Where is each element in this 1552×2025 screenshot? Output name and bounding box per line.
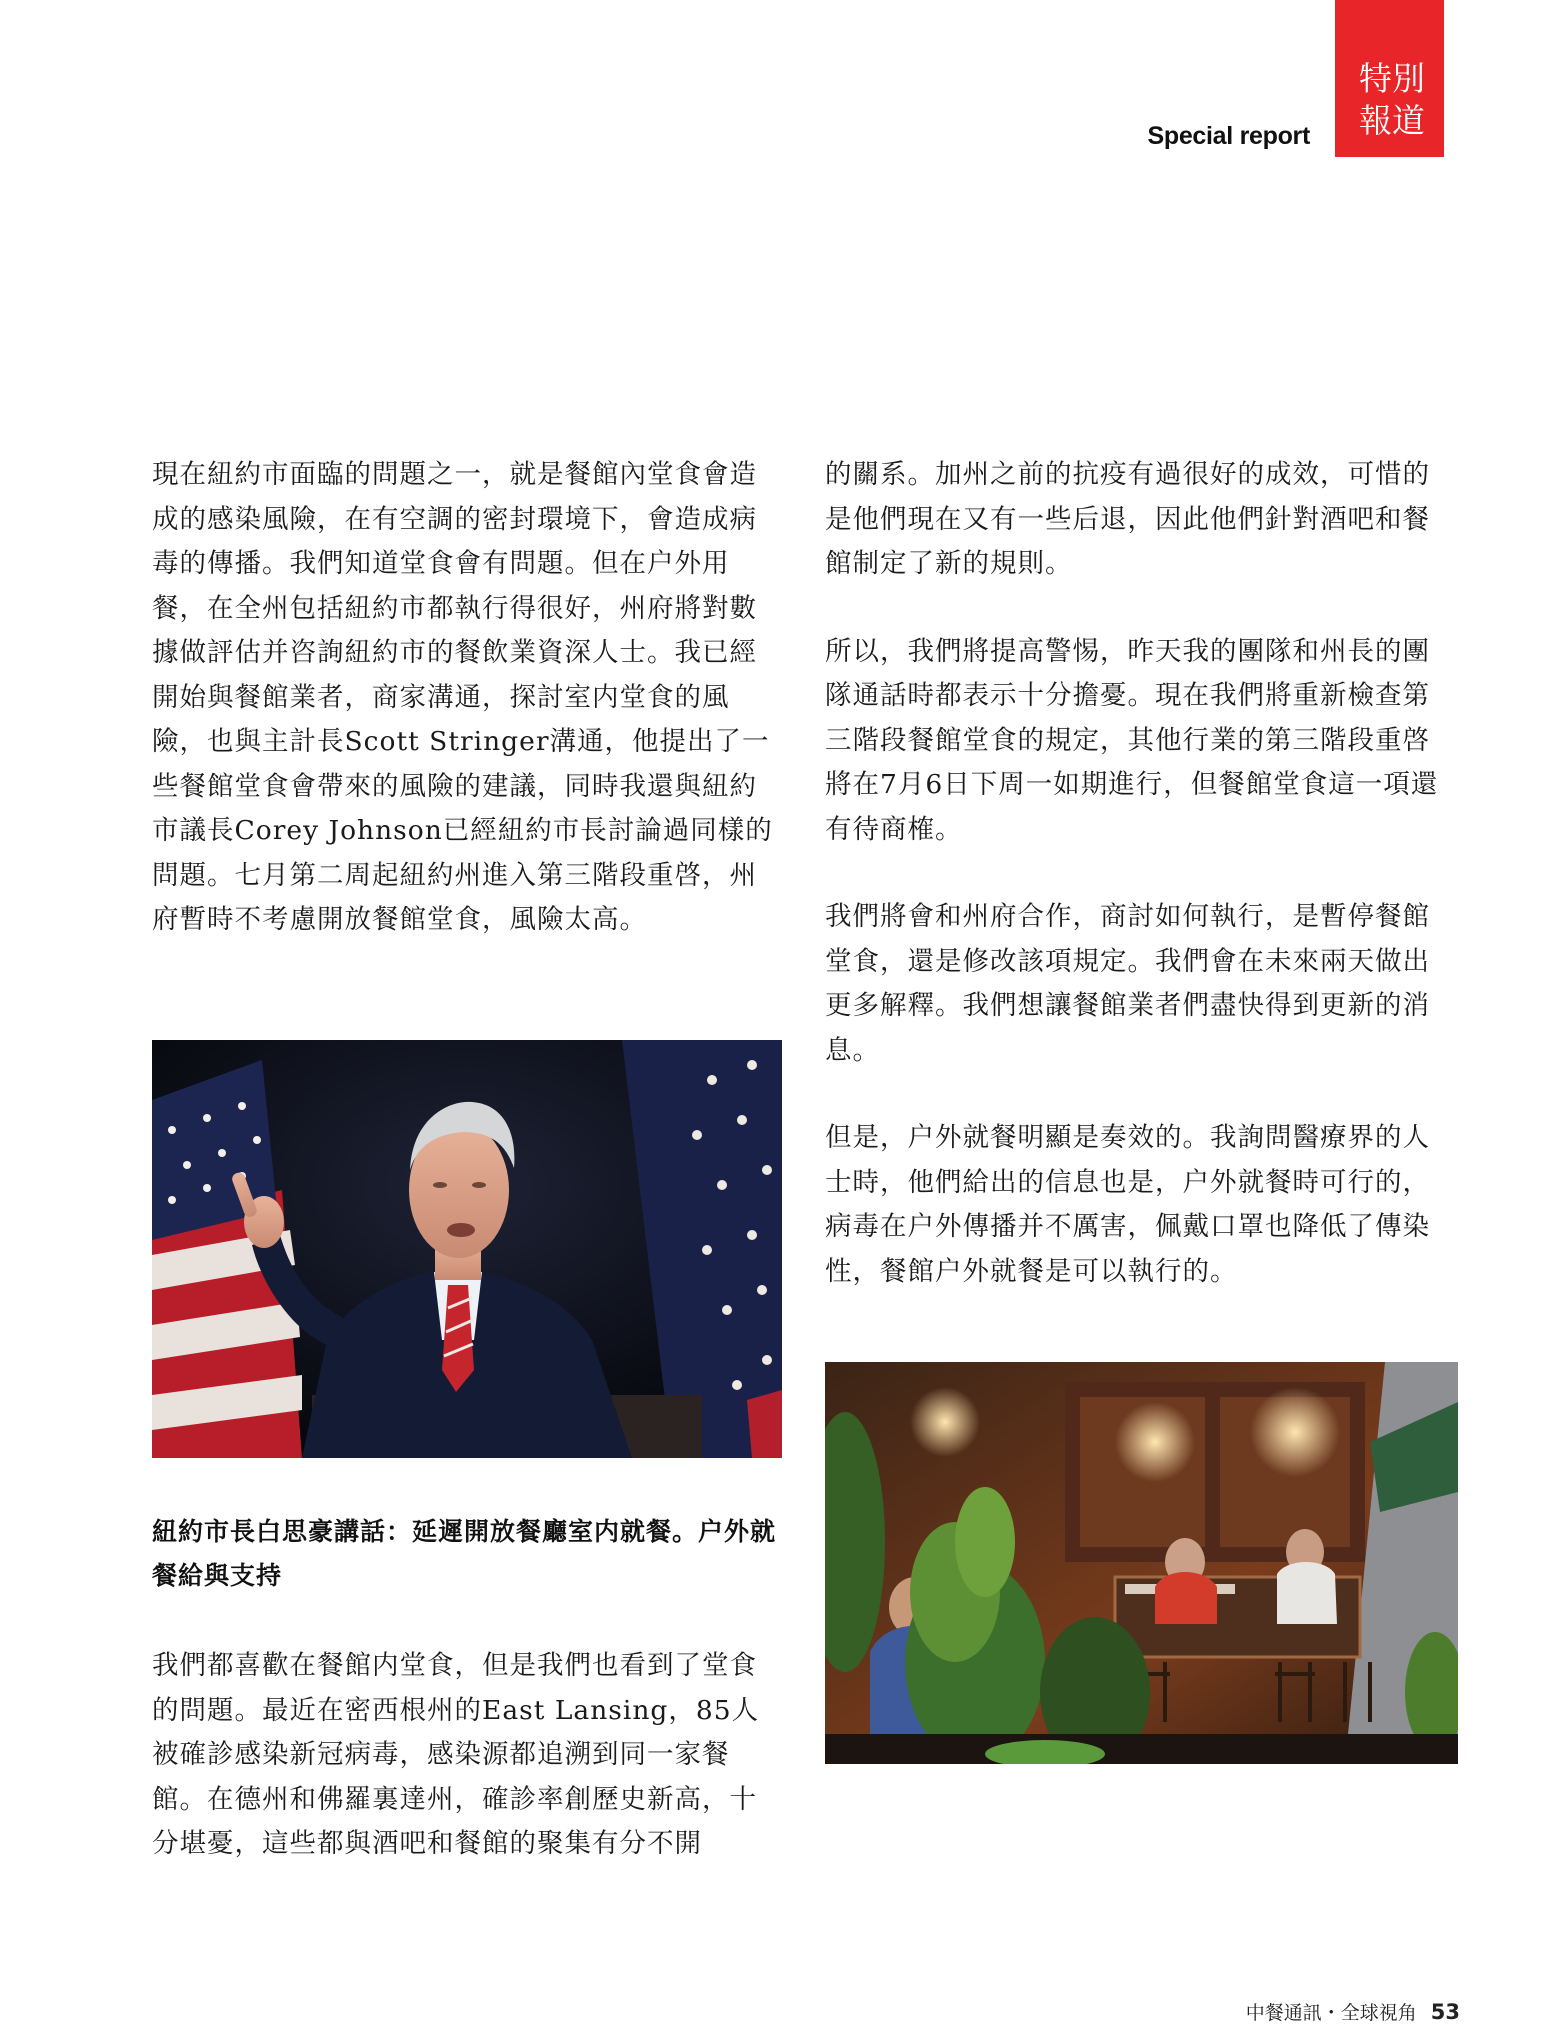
photo-caption: 紐約市長白思豪講話：延遲開放餐廳室内就餐。户外就餐給與支持 — [152, 1517, 777, 1590]
page-footer — [1246, 1998, 1460, 2025]
section-tab-line-2: 報道 — [1359, 101, 1425, 140]
section-tab-line-1: 特別 — [1359, 59, 1425, 98]
outdoor-dining-photo — [825, 1362, 1458, 1764]
section-tab — [1335, 0, 1444, 157]
body-paragraph: 我們將會和州府合作，商討如何執行，是暫停餐館堂食，還是修改該項規定。我們會在未來兩天做出更多解釋。我們想讓餐館業者們盡快得到更新的消息。 — [825, 901, 1430, 1066]
body-paragraph: 所以，我們將提高警惕，昨天我的團隊和州長的團隊通話時都表示十分擔憂。現在我們將重新檢查第三階段餐館堂食的規定，其他行業的第三階段重啓將在7月6日下周一如期進行，但餐館堂食這一項還有待商榷。 — [825, 635, 1439, 845]
right-column — [825, 453, 1453, 1294]
page-number: 53 — [1430, 2000, 1460, 2024]
left-column-bottom — [152, 1644, 780, 1867]
body-paragraph: 但是，户外就餐明顯是奏效的。我詢問醫療界的人士時，他們給出的信息也是，户外就餐時可行的，病毒在户外傳播并不厲害，佩戴口罩也降低了傳染性，餐館户外就餐是可以執行的。 — [825, 1122, 1430, 1287]
section-label-english: Special report — [1147, 122, 1310, 150]
body-paragraph: 的關系。加州之前的抗疫有過很好的成效，可惜的是他們現在又有一些后退，因此他們針對酒吧和餐館制定了新的規則。 — [825, 459, 1430, 579]
mayor-speaking-photo — [152, 1040, 782, 1458]
body-paragraph: 現在紐約市面臨的問題之一，就是餐館內堂食會造成的感染風險，在有空調的密封環境下，會造成病毒的傳播。我們知道堂食會有問題。但在户外用餐，在全州包括紐約市都執行得很好，州府將對數據做評估并咨詢紐約市的餐飲業資深人士。我已經開始與餐館業者，商家溝通，探討室内堂食的風險，也與主計長Scott Stringer溝通，他提出了一些餐館堂食會帶來的風險的建議，同時我還與紐約市議長Corey Johnson已經紐約市長討論過同樣的問題。七月第二周起紐約州進入第三階段重啓，州府暫時不考慮開放餐館堂食，風險太高。 — [152, 459, 773, 935]
left-column-top — [152, 453, 780, 943]
publication-name: 中餐通訊・全球視角 — [1245, 2002, 1417, 2024]
body-paragraph: 我們都喜歡在餐館内堂食，但是我們也看到了堂食的問題。最近在密西根州的East Lansing，85人被確診感染新冠病毒，感染源都追溯到同一家餐館。在德州和佛羅裏達州，確診率創歷史新高，十分堪憂，這些都與酒吧和餐館的聚集有分不開 — [152, 1650, 760, 1859]
